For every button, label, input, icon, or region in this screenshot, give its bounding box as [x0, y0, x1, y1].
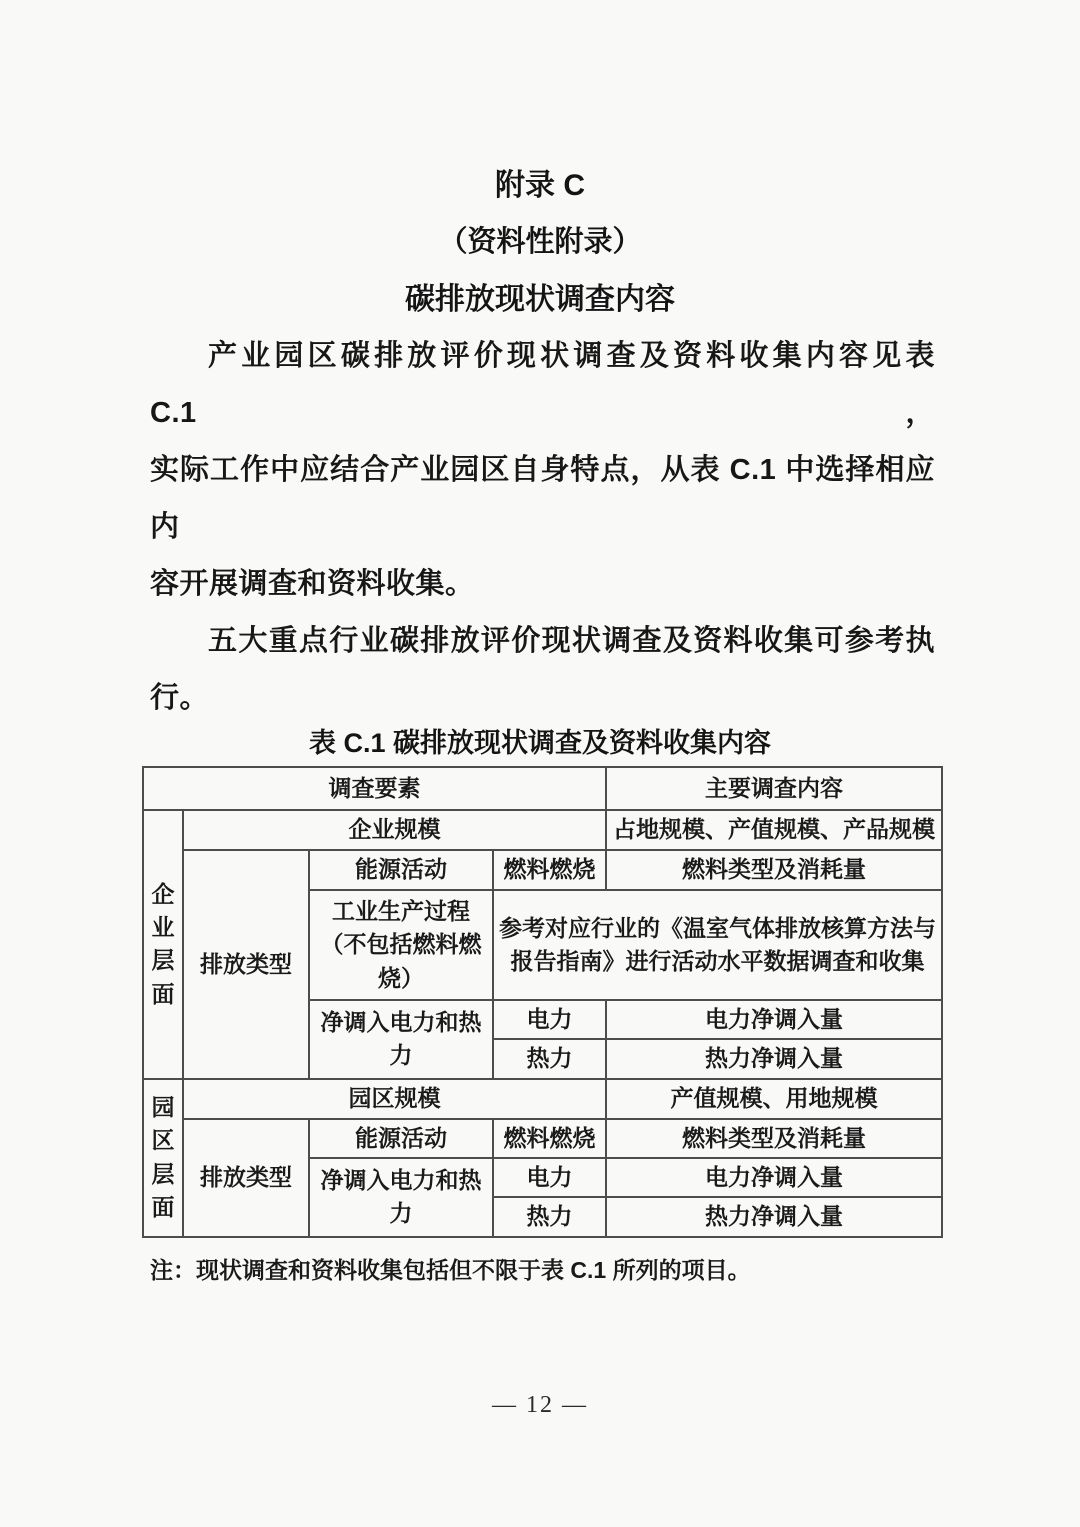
cell-park-energy-activity: 能源活动	[309, 1119, 493, 1158]
cell-park-scale-content: 产值规模、用地规模	[606, 1079, 942, 1119]
cell-enterprise-scale-content: 占地规模、产值规模、产品规模	[606, 810, 942, 850]
body-text	[150, 328, 935, 727]
cell-park-heat-content: 热力净调入量	[606, 1197, 942, 1236]
cell-park-heat: 热力	[493, 1197, 606, 1236]
cell-park-scale: 园区规模	[183, 1079, 606, 1119]
cell-enterprise-emission-type: 排放类型	[183, 850, 309, 1079]
table-row	[143, 1119, 942, 1158]
cell-enterprise-heat-content: 热力净调入量	[606, 1039, 942, 1078]
cell-enterprise-level: 企业层面	[143, 810, 183, 1079]
appendix-section-title: 碳排放现状调查内容	[405, 283, 675, 316]
appendix-title: 附录 C	[495, 169, 585, 202]
table-row	[143, 1079, 942, 1119]
table-row	[143, 810, 942, 850]
paragraph-2	[150, 613, 935, 727]
cell-enterprise-electricity-content: 电力净调入量	[606, 1000, 942, 1039]
cell-enterprise-fuel-combustion: 燃料燃烧	[493, 850, 606, 890]
cell-enterprise-scale: 企业规模	[183, 810, 606, 850]
cell-enterprise-energy-activity: 能源活动	[309, 850, 493, 890]
cell-enterprise-net-import: 净调入电力和热力	[309, 1000, 493, 1079]
cell-park-fuel-content: 燃料类型及消耗量	[606, 1119, 942, 1158]
cell-enterprise-industrial-process: 工业生产过程（不包括燃料燃烧）	[309, 890, 493, 1000]
cell-park-level: 园区层面	[143, 1079, 183, 1237]
paragraph-1	[150, 328, 935, 613]
paragraph-2-line-2: 行。	[150, 682, 210, 714]
page-number: — 12 —	[492, 1392, 588, 1418]
cell-park-electricity-content: 电力净调入量	[606, 1158, 942, 1197]
paragraph-1-line-2: 实际工作中应结合产业园区自身特点，从表 C.1 中选择相应内	[150, 454, 935, 543]
table-row	[143, 850, 942, 890]
appendix-subtitle: （资料性附录）	[438, 226, 642, 258]
cell-park-emission-type: 排放类型	[183, 1119, 309, 1237]
cell-enterprise-heat: 热力	[493, 1039, 606, 1078]
paragraph-1-line-3: 容开展调查和资料收集。	[150, 568, 475, 600]
cell-park-electricity: 电力	[493, 1158, 606, 1197]
appendix-heading	[0, 0, 1080, 328]
paragraph-2-line-1: 五大重点行业碳排放评价现状调查及资料收集可参考执	[208, 625, 935, 657]
header-main-survey-content: 主要调查内容	[606, 767, 942, 810]
paragraph-1-line-1: 产业园区碳排放评价现状调查及资料收集内容见表 C.1，	[150, 340, 935, 429]
cell-park-fuel-combustion: 燃料燃烧	[493, 1119, 606, 1158]
table-note: 注：现状调查和资料收集包括但不限于表 C.1 所列的项目。	[150, 1256, 751, 1283]
table-header-row	[143, 767, 942, 810]
cell-enterprise-industrial-content: 参考对应行业的《温室气体排放核算方法与报告指南》进行活动水平数据调查和收集	[493, 890, 942, 1000]
cell-park-net-import: 净调入电力和热力	[309, 1158, 493, 1237]
cell-enterprise-fuel-content: 燃料类型及消耗量	[606, 850, 942, 890]
table-caption: 表 C.1 碳排放现状调查及资料收集内容	[308, 728, 772, 758]
survey-table	[142, 766, 943, 1238]
header-survey-elements: 调查要素	[143, 767, 606, 810]
cell-enterprise-electricity: 电力	[493, 1000, 606, 1039]
